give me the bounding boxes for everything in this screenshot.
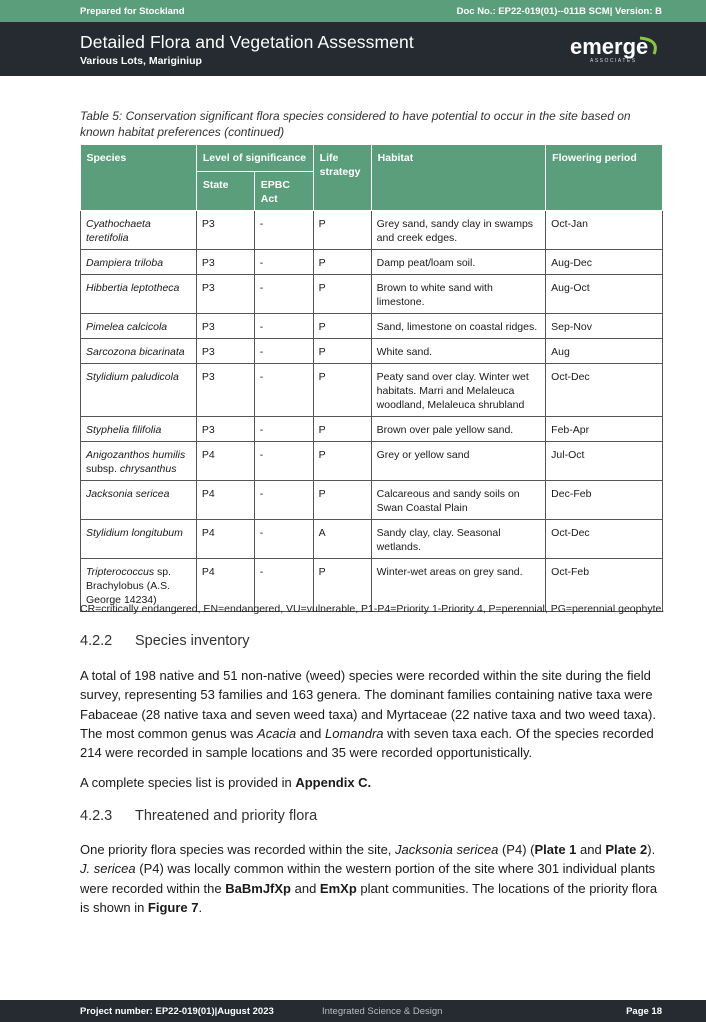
state-status: P3 xyxy=(196,250,254,275)
life-strategy: P xyxy=(313,559,371,612)
species-name: Cyathochaeta teretifolia xyxy=(81,211,197,250)
state-status: P3 xyxy=(196,364,254,417)
species-name: Pimelea calcicola xyxy=(81,314,197,339)
epbc-status: - xyxy=(254,520,313,559)
col-flowering: Flowering period xyxy=(546,145,663,211)
flowering-period: Aug xyxy=(546,339,663,364)
epbc-status: - xyxy=(254,364,313,417)
habitat: Grey sand, sandy clay in swamps and creek edges. xyxy=(371,211,546,250)
project-number: Project number: EP22-019(01)|August 2023 xyxy=(80,1005,274,1017)
habitat: White sand. xyxy=(371,339,546,364)
habitat: Peaty sand over clay. Winter wet habitats. Marri and Melaleuca woodland, Melaleuca shrubland xyxy=(371,364,546,417)
table-row xyxy=(81,364,663,417)
state-status: P3 xyxy=(196,275,254,314)
habitat: Sandy clay, clay. Seasonal wetlands. xyxy=(371,520,546,559)
flowering-period: Sep-Nov xyxy=(546,314,663,339)
section-heading-threatened-flora xyxy=(80,808,317,824)
threatened-flora-paragraph: One priority flora species was recorded within the site, Jacksonia sericea (P4) (Plate 1 and Plate 2). J. sericea (P4) was locally common within the western portion of the site where 301 individual plants were recorded within the BaBmJfXp and EmXp plant communities. The locations of the priority flora is shown in Figure 7. xyxy=(80,842,658,915)
state-status: P3 xyxy=(196,417,254,442)
document-subtitle: Various Lots, Mariginiup xyxy=(80,55,202,67)
epbc-status: - xyxy=(254,442,313,481)
state-status: P3 xyxy=(196,339,254,364)
species-name: Tripterococcus sp. Brachylobus (A.S. George 14234) xyxy=(81,559,197,612)
col-epbc: EPBC Act xyxy=(254,172,313,211)
col-state: State xyxy=(196,172,254,211)
habitat: Damp peat/loam soil. xyxy=(371,250,546,275)
section-heading-species-inventory xyxy=(80,633,249,649)
species-name: Stylidium paludicola xyxy=(81,364,197,417)
doc-number: Doc No.: EP22-019(01)--011B SCM| Version: B xyxy=(456,5,662,17)
epbc-status: - xyxy=(254,314,313,339)
section-title: Threatened and priority flora xyxy=(135,808,318,824)
state-status: P3 xyxy=(196,211,254,250)
flowering-period: Feb-Apr xyxy=(546,417,663,442)
life-strategy: P xyxy=(313,481,371,520)
title-bar xyxy=(0,22,706,76)
table-row xyxy=(81,417,663,442)
life-strategy: A xyxy=(313,520,371,559)
col-level: Level of significance xyxy=(196,145,313,172)
page-number: Page 18 xyxy=(626,1005,662,1017)
life-strategy: P xyxy=(313,442,371,481)
figure-7-ref[interactable]: Figure 7 xyxy=(147,899,199,915)
species-name: Anigozanthos humilis subsp. chrysanthus xyxy=(81,442,197,481)
species-name: Sarcozona bicarinata xyxy=(81,339,197,364)
epbc-status: - xyxy=(254,417,313,442)
flowering-period: Oct-Dec xyxy=(546,520,663,559)
table-row xyxy=(81,275,663,314)
footer-tagline: Integrated Science & Design xyxy=(322,1005,443,1017)
epbc-status: - xyxy=(254,250,313,275)
epbc-status: - xyxy=(254,559,313,612)
table-row xyxy=(81,481,663,520)
flora-table xyxy=(80,145,663,612)
prepared-for: Prepared for Stockland xyxy=(80,5,185,17)
life-strategy: P xyxy=(313,339,371,364)
habitat: Brown over pale yellow sand. xyxy=(371,417,546,442)
species-name: Stylidium longitubum xyxy=(81,520,197,559)
habitat: Winter-wet areas on grey sand. xyxy=(371,559,546,612)
species-name: Jacksonia sericea xyxy=(81,481,197,520)
life-strategy: P xyxy=(313,364,371,417)
plate-2-ref[interactable]: Plate 2 xyxy=(605,842,648,857)
life-strategy: P xyxy=(313,275,371,314)
flowering-period: Jul-Oct xyxy=(546,442,663,481)
section-number: 4.2.2 xyxy=(80,633,113,649)
col-species: Species xyxy=(81,145,197,211)
habitat: Sand, limestone on coastal ridges. xyxy=(371,314,546,339)
table-row xyxy=(81,211,663,250)
epbc-status: - xyxy=(254,339,313,364)
flowering-period: Oct-Jan xyxy=(546,211,663,250)
state-status: P4 xyxy=(196,481,254,520)
flowering-period: Dec-Feb xyxy=(546,481,663,520)
epbc-status: - xyxy=(254,211,313,250)
table-caption: Table 5: Conservation significant flora species considered to have potential to occur in the site based on known habitat preferences (continued) xyxy=(80,109,631,139)
species-name: Dampiera triloba xyxy=(81,250,197,275)
species-name: Hibbertia leptotheca xyxy=(81,275,197,314)
table-row xyxy=(81,442,663,481)
logo-text: emerge xyxy=(570,34,649,59)
habitat: Brown to white sand with limestone. xyxy=(371,275,546,314)
col-habitat: Habitat xyxy=(371,145,546,211)
life-strategy: P xyxy=(313,211,371,250)
habitat: Grey or yellow sand xyxy=(371,442,546,481)
epbc-status: - xyxy=(254,275,313,314)
emerge-logo xyxy=(570,34,662,64)
epbc-status: - xyxy=(254,481,313,520)
page-footer xyxy=(0,1000,706,1022)
plate-1-ref[interactable]: Plate 1 xyxy=(534,842,577,857)
life-strategy: P xyxy=(313,314,371,339)
top-strip xyxy=(0,0,706,22)
flowering-period: Aug-Dec xyxy=(546,250,663,275)
flowering-period: Oct-Feb xyxy=(546,559,663,612)
habitat: Calcareous and sandy soils on Swan Coastal Plain xyxy=(371,481,546,520)
col-life: Life strategy xyxy=(313,145,371,211)
life-strategy: P xyxy=(313,417,371,442)
table-row xyxy=(81,314,663,339)
flowering-period: Aug-Oct xyxy=(546,275,663,314)
table-row xyxy=(81,250,663,275)
table-row xyxy=(81,520,663,559)
document-title: Detailed Flora and Vegetation Assessment xyxy=(80,32,414,52)
logo-subtext: ASSOCIATES xyxy=(590,58,637,64)
section-title: Species inventory xyxy=(135,633,250,649)
section-number: 4.2.3 xyxy=(80,808,113,824)
species-inventory-paragraph: A total of 198 native and 51 non-native (weed) species were recorded within the site during the field survey, representing 53 families and 163 genera. The dominant families containing native taxa were Fabaceae (28 native taxa and seven weed taxa) and Myrtaceae (22 native taxa and two weed taxa). The most common genus was Acacia and Lomandra with seven taxa each. Of the species recorded 214 were recorded in sample locations and 35 were recorded opportunistically. xyxy=(80,668,656,761)
life-strategy: P xyxy=(313,250,371,275)
flowering-period: Oct-Dec xyxy=(546,364,663,417)
state-status: P4 xyxy=(196,520,254,559)
table-abbreviations: CR=critically endangered, EN=endangered, VU=vulnerable, P1-P4=Priority 1-Priority 4, P=perennial, PG=perennial geophyte. xyxy=(80,603,665,615)
appendix-link[interactable]: Appendix C. xyxy=(295,775,372,790)
appendix-reference: A complete species list is provided in Appendix C. xyxy=(80,775,372,790)
state-status: P3 xyxy=(196,314,254,339)
table-row xyxy=(81,339,663,364)
species-name: Styphelia filifolia xyxy=(81,417,197,442)
state-status: P4 xyxy=(196,559,254,612)
state-status: P4 xyxy=(196,442,254,481)
